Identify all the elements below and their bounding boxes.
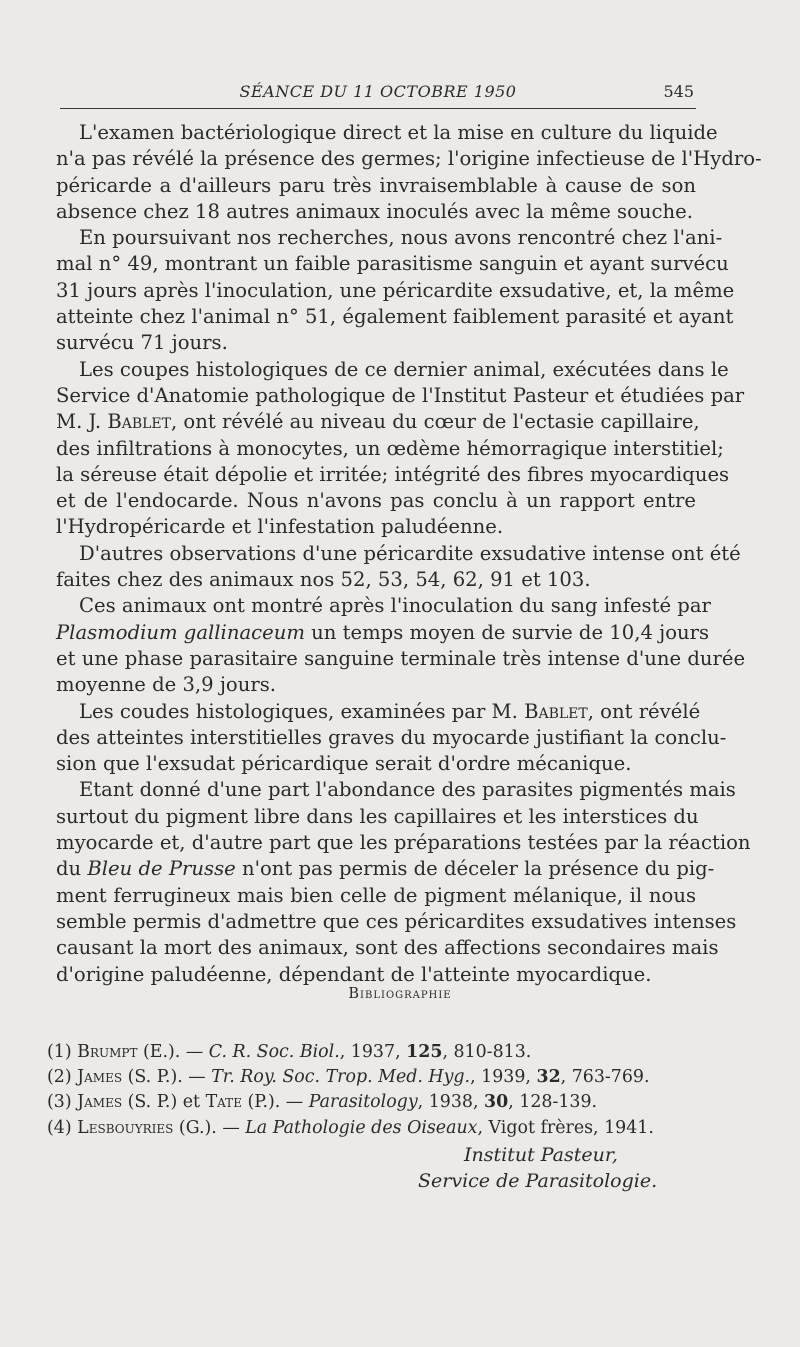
article-body <box>56 120 762 988</box>
text-line: Ces animaux ont montré après l'inoculation du sang infesté par <box>79 594 711 618</box>
affiliation-service: Service de Parasitologie. <box>418 1170 658 1192</box>
text-line: L'examen bactériologique direct et la mise en culture du liquide <box>79 121 718 144</box>
text-line: Service d'Anatomie pathologique de l'Institut Pasteur et étudiées par <box>56 383 745 407</box>
text-line: semble permis d'admettre que ces péricardites exsudatives intenses <box>56 909 737 933</box>
text-line: des atteintes interstitielles graves du myocarde justifiant la conclu- <box>56 725 727 749</box>
italic-term: Bleu de Prusse <box>87 857 236 881</box>
affiliation <box>400 1142 700 1194</box>
author-name: Bablet <box>524 699 588 723</box>
text-line: n'a pas révélé la présence des germes; l'origine infectieuse de l'Hydro- <box>56 147 762 171</box>
text-line: myocarde et, d'autre part que les préparations testées par la réaction <box>56 831 751 855</box>
text-line: et de l'endocarde. Nous n'avons pas conclu à un rapport entre <box>56 489 696 513</box>
text-line: l'Hydropéricarde et l'infestation paludéenne. <box>56 515 504 539</box>
text-line: 31 jours après l'inoculation, une péricardite exsudative, et, la même <box>56 278 735 302</box>
reference-entry: (4) Lesbouyries (G.). — La Pathologie des Oiseaux, Vigot frères, 1941. <box>47 1117 654 1138</box>
text-line: absence chez 18 autres animaux inoculés avec la même souche. <box>56 199 693 223</box>
text-line: Plasmodium gallinaceum un temps moyen de survie de 10,4 jours <box>56 620 710 644</box>
text-line: atteinte chez l'animal n° 51, également faiblement parasité et ayant <box>56 305 734 329</box>
author-name: Bablet <box>107 410 171 434</box>
text-line: péricarde a d'ailleurs paru très invraisemblable à cause de son <box>56 173 696 197</box>
running-head-title: SÉANCE DU 11 OCTOBRE 1950 <box>239 82 517 101</box>
text-line: moyenne de 3,9 jours. <box>56 673 276 697</box>
reference-entry: (2) James (S. P.). — Tr. Roy. Soc. Trop. Med. Hyg., 1939, 32, 763-769. <box>47 1067 650 1088</box>
running-head <box>60 78 696 109</box>
bibliography-list <box>47 1040 707 1141</box>
bibliography-heading: Bibliographie <box>348 986 452 1002</box>
text-line: Etant donné d'une part l'abondance des parasites pigmentés mais <box>79 778 736 802</box>
text-line: Les coupes histologiques de ce dernier animal, exécutées dans le <box>79 357 729 381</box>
text-line: Les coudes histologiques, examinées par M. Bablet, ont révélé <box>79 699 701 723</box>
text-line: et une phase parasitaire sanguine terminale très intense d'une durée <box>56 646 746 670</box>
text-line: En poursuivant nos recherches, nous avons rencontré chez l'ani- <box>79 226 723 250</box>
text-line: survécu 71 jours. <box>56 331 228 355</box>
text-line: causant la mort des animaux, sont des affections secondaires mais <box>56 936 719 960</box>
affiliation-institute: Institut Pasteur, <box>464 1144 618 1166</box>
text-line: mal n° 49, montrant un faible parasitisme sanguin et ayant survécu <box>56 252 729 276</box>
reference-entry: (1) Brumpt (E.). — C. R. Soc. Biol., 1937, 125, 810-813. <box>47 1042 532 1062</box>
text-line: des infiltrations à monocytes, un œdème hémorragique interstitiel; <box>56 436 724 460</box>
text-line: sion que l'exsudat péricardique serait d'ordre mécanique. <box>56 752 632 776</box>
reference-entry: (3) James (S. P.) et Tate (P.). — Parasitology, 1938, 30, 128-139. <box>47 1092 598 1113</box>
text-line: surtout du pigment libre dans les capillaires et les interstices du <box>56 804 699 828</box>
text-line: D'autres observations d'une péricardite exsudative intense ont été <box>79 541 741 565</box>
text-line: ment ferrugineux mais bien celle de pigment mélanique, il nous <box>56 883 696 907</box>
italic-term: Plasmodium gallinaceum <box>56 620 305 644</box>
text-line: du Bleu de Prusse n'ont pas permis de déceler la présence du pig- <box>56 857 715 881</box>
text-line: d'origine paludéenne, dépendant de l'atteinte myocardique. <box>56 962 652 986</box>
page-number: 545 <box>663 82 694 101</box>
text-line: faites chez des animaux nos 52, 53, 54, 62, 91 et 103. <box>56 568 591 592</box>
text-line: la séreuse était dépolie et irritée; intégrité des fibres myocardiques <box>56 462 730 486</box>
text-line: M. J. Bablet, ont révélé au niveau du cœur de l'ectasie capillaire, <box>56 410 700 434</box>
